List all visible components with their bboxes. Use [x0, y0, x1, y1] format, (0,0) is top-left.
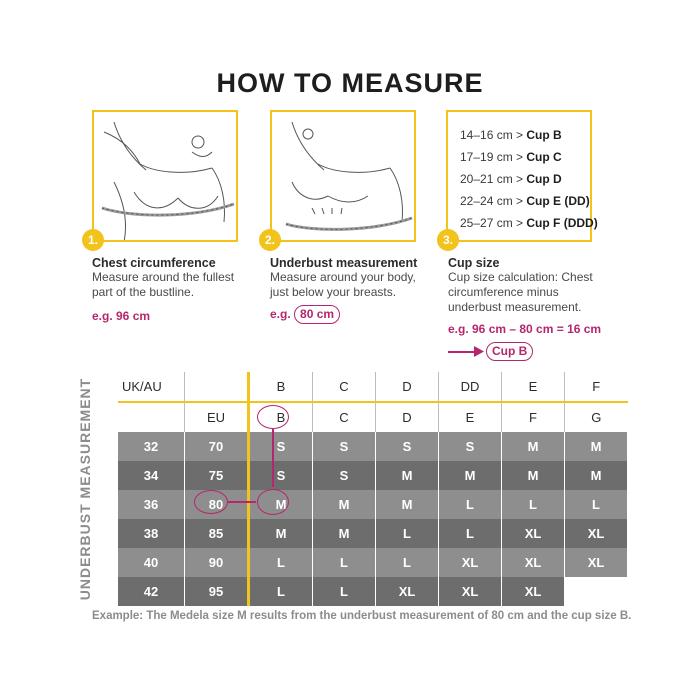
table-cell: L [376, 548, 439, 577]
table-cell: XL [502, 548, 565, 577]
step-2-badge: 2. [259, 229, 281, 251]
table-cell: S [249, 432, 313, 461]
step-2-example: e.g. 80 cm [270, 305, 340, 324]
step-3-title: Cup size [448, 256, 500, 270]
cup-row: 17–19 cm > Cup C [460, 150, 562, 164]
table-cell: M [565, 432, 628, 461]
step-3-desc: Cup size calculation: Chest circumference minus underbust measurement. [448, 270, 593, 314]
table-cell: M [376, 461, 439, 490]
step-2-desc: Measure around your body, just below your breasts. [270, 270, 416, 299]
table-cell: 70 [185, 432, 249, 461]
table-cell: L [249, 548, 313, 577]
cup-result: Cup B [486, 342, 533, 361]
table-cell: 42 [118, 577, 185, 606]
table-cell: M [502, 461, 565, 490]
example-note: Example: The Medela size M results from the underbust measurement of 80 cm and the cup size B. [92, 610, 632, 622]
table-cell: L [502, 490, 565, 519]
table-cell: S [376, 432, 439, 461]
underbust-side-label: UNDERBUST MEASUREMENT [77, 377, 93, 601]
table-cell: 85 [185, 519, 249, 548]
step-2-title: Underbust measurement [270, 256, 418, 270]
table-row [118, 548, 628, 577]
table-header-uk [118, 372, 628, 402]
header-cell: G [565, 402, 628, 432]
table-cell: 75 [185, 461, 249, 490]
table-row [118, 461, 628, 490]
table-cell: 36 [118, 490, 185, 519]
cup-row: 20–21 cm > Cup D [460, 172, 562, 186]
step-1-title: Chest circumference [92, 256, 216, 270]
step-3-example: e.g. 96 cm – 80 cm = 16 cm [448, 322, 602, 336]
eu-80-highlight [194, 490, 228, 514]
table-cell: L [439, 490, 502, 519]
table-cell: 95 [185, 577, 249, 606]
table-cell: S [313, 461, 376, 490]
header-cell: D [376, 402, 439, 432]
underbust-highlight: 80 cm [294, 305, 340, 324]
table-cell: L [376, 519, 439, 548]
table-cell: M [249, 519, 313, 548]
header-cell: C [313, 372, 376, 402]
arrow-head-icon [474, 346, 484, 357]
cup-row: 25–27 cm > Cup F (DDD) [460, 216, 598, 230]
header-cell: B [249, 402, 313, 432]
step-1-example: e.g. 96 cm [92, 309, 151, 323]
table-cell: L [313, 548, 376, 577]
table-cell: M [313, 490, 376, 519]
cup-row: 14–16 cm > Cup B [460, 128, 562, 142]
table-cell: 32 [118, 432, 185, 461]
table-cell: M [502, 432, 565, 461]
table-cell: XL [565, 548, 628, 577]
header-cell: F [565, 372, 628, 402]
table-cell: XL [439, 548, 502, 577]
header-cell: E [439, 402, 502, 432]
cup-row: 22–24 cm > Cup E (DD) [460, 194, 590, 208]
table-cell: 80 [185, 490, 249, 519]
table-cell: S [249, 461, 313, 490]
table-cell: XL [376, 577, 439, 606]
table-cell: XL [439, 577, 502, 606]
table-header-eu [118, 402, 628, 432]
header-cell: D [376, 372, 439, 402]
table-cell: 34 [118, 461, 185, 490]
table-cell [565, 577, 628, 606]
table-cell: XL [502, 577, 565, 606]
header-cell: B [249, 372, 313, 402]
table-row [118, 577, 628, 606]
table-cell: XL [502, 519, 565, 548]
size-m-highlight [257, 489, 289, 515]
header-cell [185, 372, 249, 402]
table-cell: M [565, 461, 628, 490]
cup-b-highlight [257, 405, 289, 429]
table-cell: 38 [118, 519, 185, 548]
table-row [118, 432, 628, 461]
table-cell: L [439, 519, 502, 548]
header-cell: DD [439, 372, 502, 402]
table-cell: M [313, 519, 376, 548]
row-connector [228, 501, 256, 503]
table-cell: L [565, 490, 628, 519]
header-cell: UK/AU [118, 372, 185, 402]
table-cell: L [313, 577, 376, 606]
table-cell: M [376, 490, 439, 519]
page-title: HOW TO MEASURE [216, 68, 484, 98]
header-cell: F [502, 402, 565, 432]
header-cell: E [502, 372, 565, 402]
table-cell: M [249, 490, 313, 519]
step-3-badge: 3. [437, 229, 459, 251]
step-1-badge: 1. [82, 229, 104, 251]
table-cell: 40 [118, 548, 185, 577]
header-cell [118, 402, 185, 432]
size-table [118, 372, 628, 606]
table-cell: M [439, 461, 502, 490]
chest-illustration [92, 110, 238, 242]
cup-connector [272, 429, 274, 487]
table-cell: 90 [185, 548, 249, 577]
header-cell: EU [185, 402, 249, 432]
underbust-illustration [270, 110, 416, 242]
table-cell: S [439, 432, 502, 461]
table-cell: XL [565, 519, 628, 548]
table-row [118, 519, 628, 548]
step-1-desc: Measure around the fullest part of the bustline. [92, 270, 235, 299]
table-cell: L [249, 577, 313, 606]
table-cell: S [313, 432, 376, 461]
header-cell: C [313, 402, 376, 432]
